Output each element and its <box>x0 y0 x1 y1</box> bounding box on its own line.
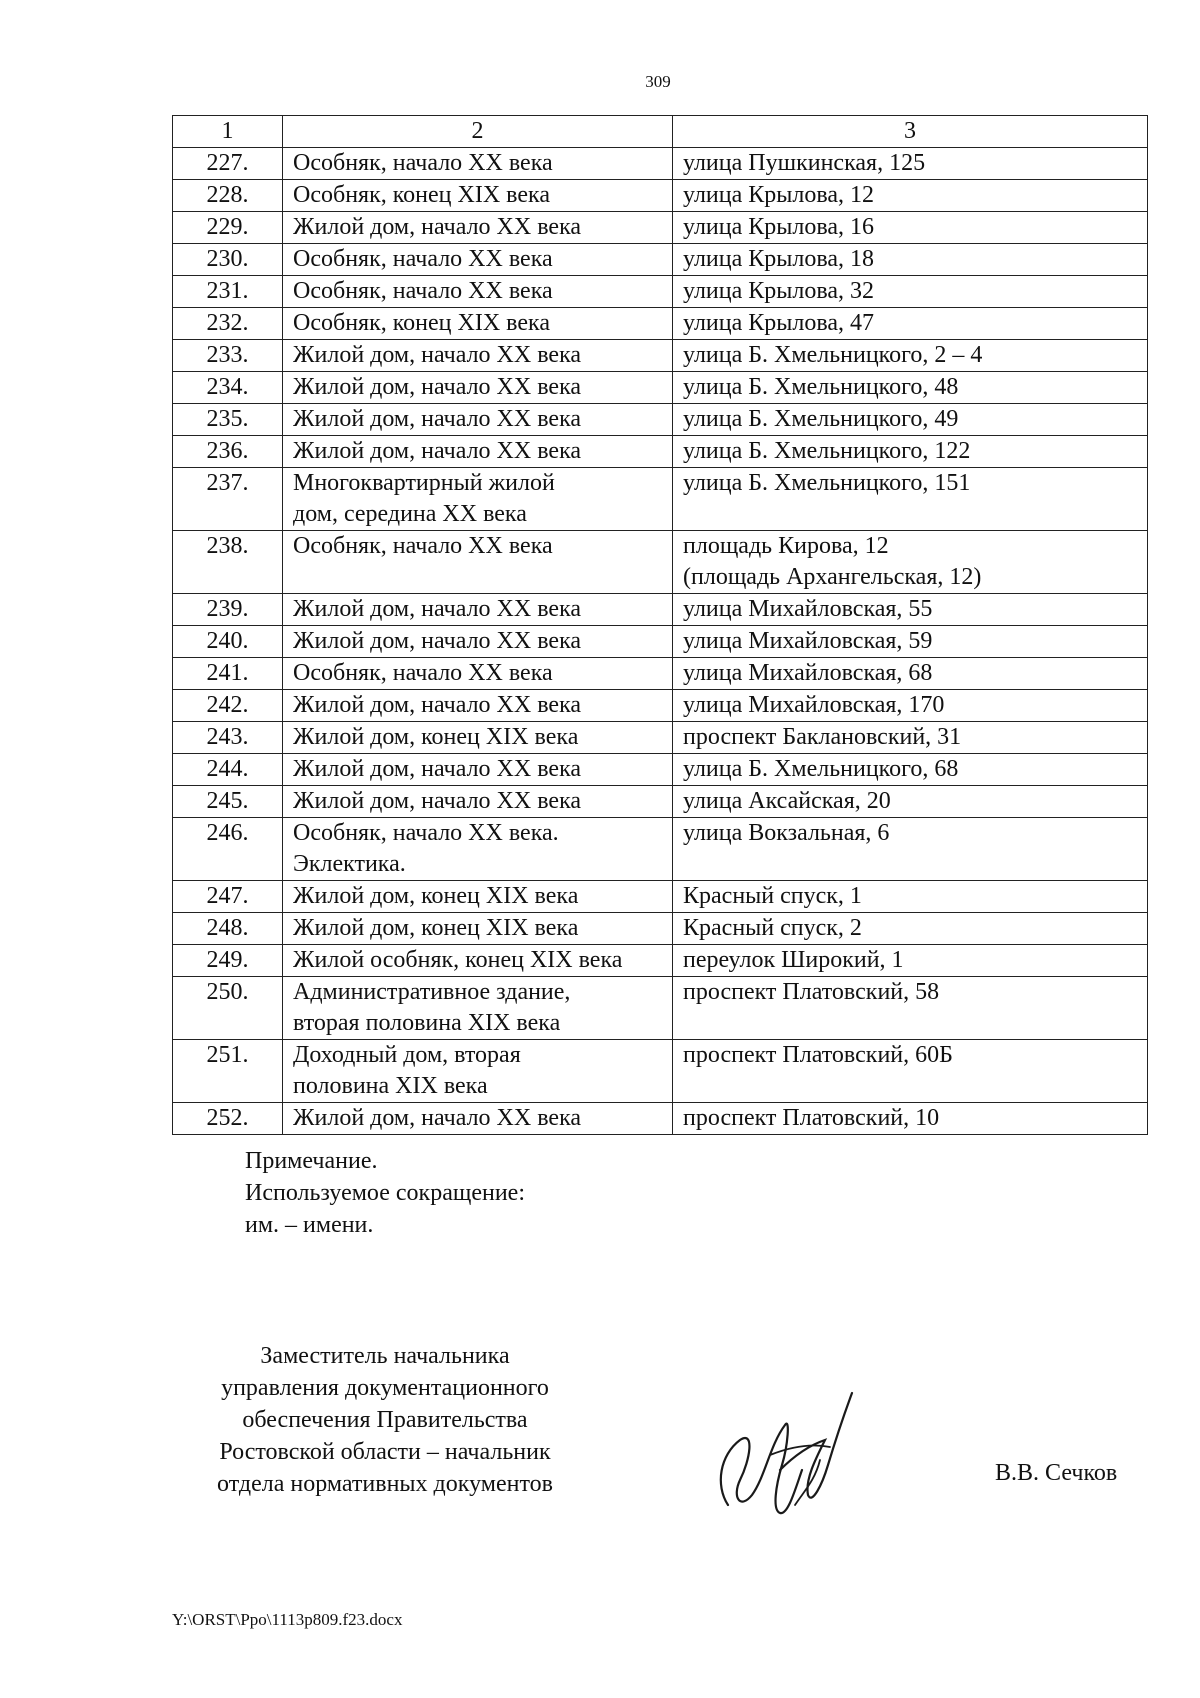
row-number: 231. <box>173 276 283 308</box>
object-name-cell <box>283 626 673 658</box>
row-number: 250. <box>173 977 283 1040</box>
table-row <box>173 148 1148 180</box>
object-name-line: Жилой дом, начало XX века <box>293 692 582 718</box>
address-line: проспект Платовский, 10 <box>683 1105 940 1131</box>
row-number: 246. <box>173 818 283 881</box>
object-name-cell <box>283 945 673 977</box>
table-row <box>173 786 1148 818</box>
address-cell <box>673 148 1148 180</box>
address-cell <box>673 977 1148 1040</box>
object-name-line: Жилой дом, конец XIX века <box>293 883 579 909</box>
table-row <box>173 340 1148 372</box>
row-number: 240. <box>173 626 283 658</box>
address-cell <box>673 468 1148 531</box>
signer-title <box>175 1340 595 1500</box>
object-name-cell <box>283 148 673 180</box>
object-name-line: Многоквартирный жилой <box>293 470 555 496</box>
row-number: 241. <box>173 658 283 690</box>
note-block <box>245 1145 525 1241</box>
address-cell <box>673 722 1148 754</box>
signer-title-line: управления документационного <box>221 1375 549 1401</box>
object-name-cell <box>283 722 673 754</box>
address-line: Красный спуск, 1 <box>683 883 862 909</box>
table-row <box>173 913 1148 945</box>
address-cell <box>673 404 1148 436</box>
object-name-line: половина XIX века <box>293 1073 488 1099</box>
table-row <box>173 690 1148 722</box>
object-name-cell <box>283 436 673 468</box>
table-row <box>173 404 1148 436</box>
row-number: 249. <box>173 945 283 977</box>
object-name-cell <box>283 1040 673 1103</box>
address-line: улица Крылова, 12 <box>683 182 875 208</box>
object-name-line: Особняк, начало XX века <box>293 533 553 559</box>
note-line: Примечание. <box>245 1148 378 1174</box>
address-cell <box>673 276 1148 308</box>
object-name-line: дом, середина XX века <box>293 501 527 527</box>
address-cell <box>673 1040 1148 1103</box>
address-cell <box>673 754 1148 786</box>
object-name-line: Особняк, конец XIX века <box>293 310 550 336</box>
object-name-line: Жилой дом, начало XX века <box>293 374 582 400</box>
table-row <box>173 468 1148 531</box>
table-row <box>173 1040 1148 1103</box>
object-name-cell <box>283 1103 673 1135</box>
file-path: Y:\ORST\Ppo\1113p809.f23.docx <box>172 1610 403 1629</box>
row-number: 236. <box>173 436 283 468</box>
row-number: 245. <box>173 786 283 818</box>
header-col-1: 1 <box>173 116 283 148</box>
address-cell <box>673 340 1148 372</box>
address-cell <box>673 786 1148 818</box>
object-name-cell <box>283 212 673 244</box>
table-row <box>173 531 1148 594</box>
note-line: Используемое сокращение: <box>245 1180 525 1206</box>
address-line: улица Б. Хмельницкого, 151 <box>683 470 971 496</box>
table-row <box>173 658 1148 690</box>
row-number: 235. <box>173 404 283 436</box>
address-line: улица Б. Хмельницкого, 49 <box>683 406 959 432</box>
row-number: 244. <box>173 754 283 786</box>
address-line: улица Крылова, 32 <box>683 278 875 304</box>
object-name-cell <box>283 340 673 372</box>
object-name-line: Жилой дом, начало XX века <box>293 342 582 368</box>
table-row <box>173 818 1148 881</box>
row-number: 238. <box>173 531 283 594</box>
object-name-cell <box>283 180 673 212</box>
address-line: переулок Широкий, 1 <box>683 947 904 973</box>
object-name-line: Административное здание, <box>293 979 571 1005</box>
address-cell <box>673 308 1148 340</box>
object-name-cell <box>283 372 673 404</box>
row-number: 234. <box>173 372 283 404</box>
object-name-line: Эклектика. <box>293 851 406 877</box>
row-number: 248. <box>173 913 283 945</box>
object-name-line: Особняк, начало XX века <box>293 278 553 304</box>
address-cell <box>673 212 1148 244</box>
object-name-cell <box>283 404 673 436</box>
object-name-cell <box>283 468 673 531</box>
page-number: 309 <box>645 72 671 91</box>
object-name-cell <box>283 276 673 308</box>
signer-name: В.В. Сечков <box>995 1460 1118 1486</box>
row-number: 227. <box>173 148 283 180</box>
object-name-line: Жилой дом, начало XX века <box>293 406 582 432</box>
table-row <box>173 626 1148 658</box>
address-cell <box>673 436 1148 468</box>
object-name-cell <box>283 658 673 690</box>
object-name-line: Особняк, начало XX века. <box>293 820 559 846</box>
address-cell <box>673 818 1148 881</box>
address-line: проспект Баклановский, 31 <box>683 724 962 750</box>
address-cell <box>673 913 1148 945</box>
signer-title-line: Ростовской области – начальник <box>219 1439 551 1465</box>
header-col-2: 2 <box>283 116 673 148</box>
address-cell <box>673 658 1148 690</box>
address-cell <box>673 945 1148 977</box>
object-name-cell <box>283 786 673 818</box>
object-name-line: вторая половина XIX века <box>293 1010 561 1036</box>
table-row <box>173 276 1148 308</box>
row-number: 242. <box>173 690 283 722</box>
address-cell <box>673 626 1148 658</box>
address-cell <box>673 372 1148 404</box>
object-name-cell <box>283 754 673 786</box>
address-line: улица Крылова, 47 <box>683 310 875 336</box>
address-line: улица Крылова, 16 <box>683 214 875 240</box>
address-cell <box>673 690 1148 722</box>
address-cell <box>673 531 1148 594</box>
address-line: улица Аксайская, 20 <box>683 788 891 814</box>
object-name-line: Жилой дом, начало XX века <box>293 788 582 814</box>
table-row <box>173 308 1148 340</box>
address-line: проспект Платовский, 60Б <box>683 1042 953 1068</box>
object-name-line: Жилой дом, конец XIX века <box>293 915 579 941</box>
address-line: улица Михайловская, 170 <box>683 692 945 718</box>
table-row <box>173 1103 1148 1135</box>
table-row <box>173 722 1148 754</box>
row-number: 252. <box>173 1103 283 1135</box>
object-name-cell <box>283 818 673 881</box>
monuments-table <box>172 115 1148 1135</box>
address-cell <box>673 1103 1148 1135</box>
address-line: улица Пушкинская, 125 <box>683 150 926 176</box>
address-line: улица Б. Хмельницкого, 2 – 4 <box>683 342 983 368</box>
object-name-line: Жилой особняк, конец XIX века <box>293 947 623 973</box>
address-line: улица Михайловская, 55 <box>683 596 933 622</box>
table-row <box>173 754 1148 786</box>
table-header-row <box>173 116 1148 148</box>
object-name-line: Жилой дом, начало XX века <box>293 214 582 240</box>
object-name-line: Особняк, начало XX века <box>293 150 553 176</box>
object-name-line: Жилой дом, начало XX века <box>293 596 582 622</box>
address-cell <box>673 180 1148 212</box>
address-cell <box>673 594 1148 626</box>
object-name-cell <box>283 913 673 945</box>
address-line: улица Б. Хмельницкого, 48 <box>683 374 959 400</box>
table-row <box>173 594 1148 626</box>
address-line: улица Б. Хмельницкого, 68 <box>683 756 959 782</box>
address-line: проспект Платовский, 58 <box>683 979 940 1005</box>
signer-title-line: отдела нормативных документов <box>217 1471 553 1497</box>
address-line: улица Крылова, 18 <box>683 246 875 272</box>
table-row <box>173 372 1148 404</box>
object-name-line: Доходный дом, вторая <box>293 1042 521 1068</box>
address-line: улица Б. Хмельницкого, 122 <box>683 438 971 464</box>
signature-image <box>710 1385 860 1530</box>
table-row <box>173 244 1148 276</box>
row-number: 251. <box>173 1040 283 1103</box>
address-line: улица Михайловская, 59 <box>683 628 933 654</box>
row-number: 229. <box>173 212 283 244</box>
row-number: 228. <box>173 180 283 212</box>
header-col-3: 3 <box>673 116 1148 148</box>
row-number: 239. <box>173 594 283 626</box>
table-row <box>173 212 1148 244</box>
object-name-line: Жилой дом, начало XX века <box>293 1105 582 1131</box>
address-cell <box>673 244 1148 276</box>
row-number: 230. <box>173 244 283 276</box>
note-line: им. – имени. <box>245 1212 374 1238</box>
signer-title-line: обеспечения Правительства <box>242 1407 528 1433</box>
address-line: улица Вокзальная, 6 <box>683 820 890 846</box>
table-row <box>173 977 1148 1040</box>
table-row <box>173 881 1148 913</box>
object-name-line: Жилой дом, начало XX века <box>293 756 582 782</box>
object-name-cell <box>283 594 673 626</box>
object-name-cell <box>283 244 673 276</box>
object-name-line: Особняк, начало XX века <box>293 660 553 686</box>
table-row <box>173 180 1148 212</box>
row-number: 247. <box>173 881 283 913</box>
object-name-cell <box>283 977 673 1040</box>
table-row <box>173 436 1148 468</box>
object-name-line: Жилой дом, конец XIX века <box>293 724 579 750</box>
object-name-cell <box>283 531 673 594</box>
object-name-line: Особняк, конец XIX века <box>293 182 550 208</box>
object-name-line: Особняк, начало XX века <box>293 246 553 272</box>
object-name-line: Жилой дом, начало XX века <box>293 438 582 464</box>
object-name-cell <box>283 881 673 913</box>
address-line: (площадь Архангельская, 12) <box>683 564 982 590</box>
address-line: площадь Кирова, 12 <box>683 533 889 559</box>
address-cell <box>673 881 1148 913</box>
row-number: 232. <box>173 308 283 340</box>
address-line: Красный спуск, 2 <box>683 915 862 941</box>
table-row <box>173 945 1148 977</box>
row-number: 233. <box>173 340 283 372</box>
signer-title-line: Заместитель начальника <box>260 1343 510 1369</box>
row-number: 243. <box>173 722 283 754</box>
object-name-line: Жилой дом, начало XX века <box>293 628 582 654</box>
address-line: улица Михайловская, 68 <box>683 660 933 686</box>
row-number: 237. <box>173 468 283 531</box>
object-name-cell <box>283 690 673 722</box>
object-name-cell <box>283 308 673 340</box>
